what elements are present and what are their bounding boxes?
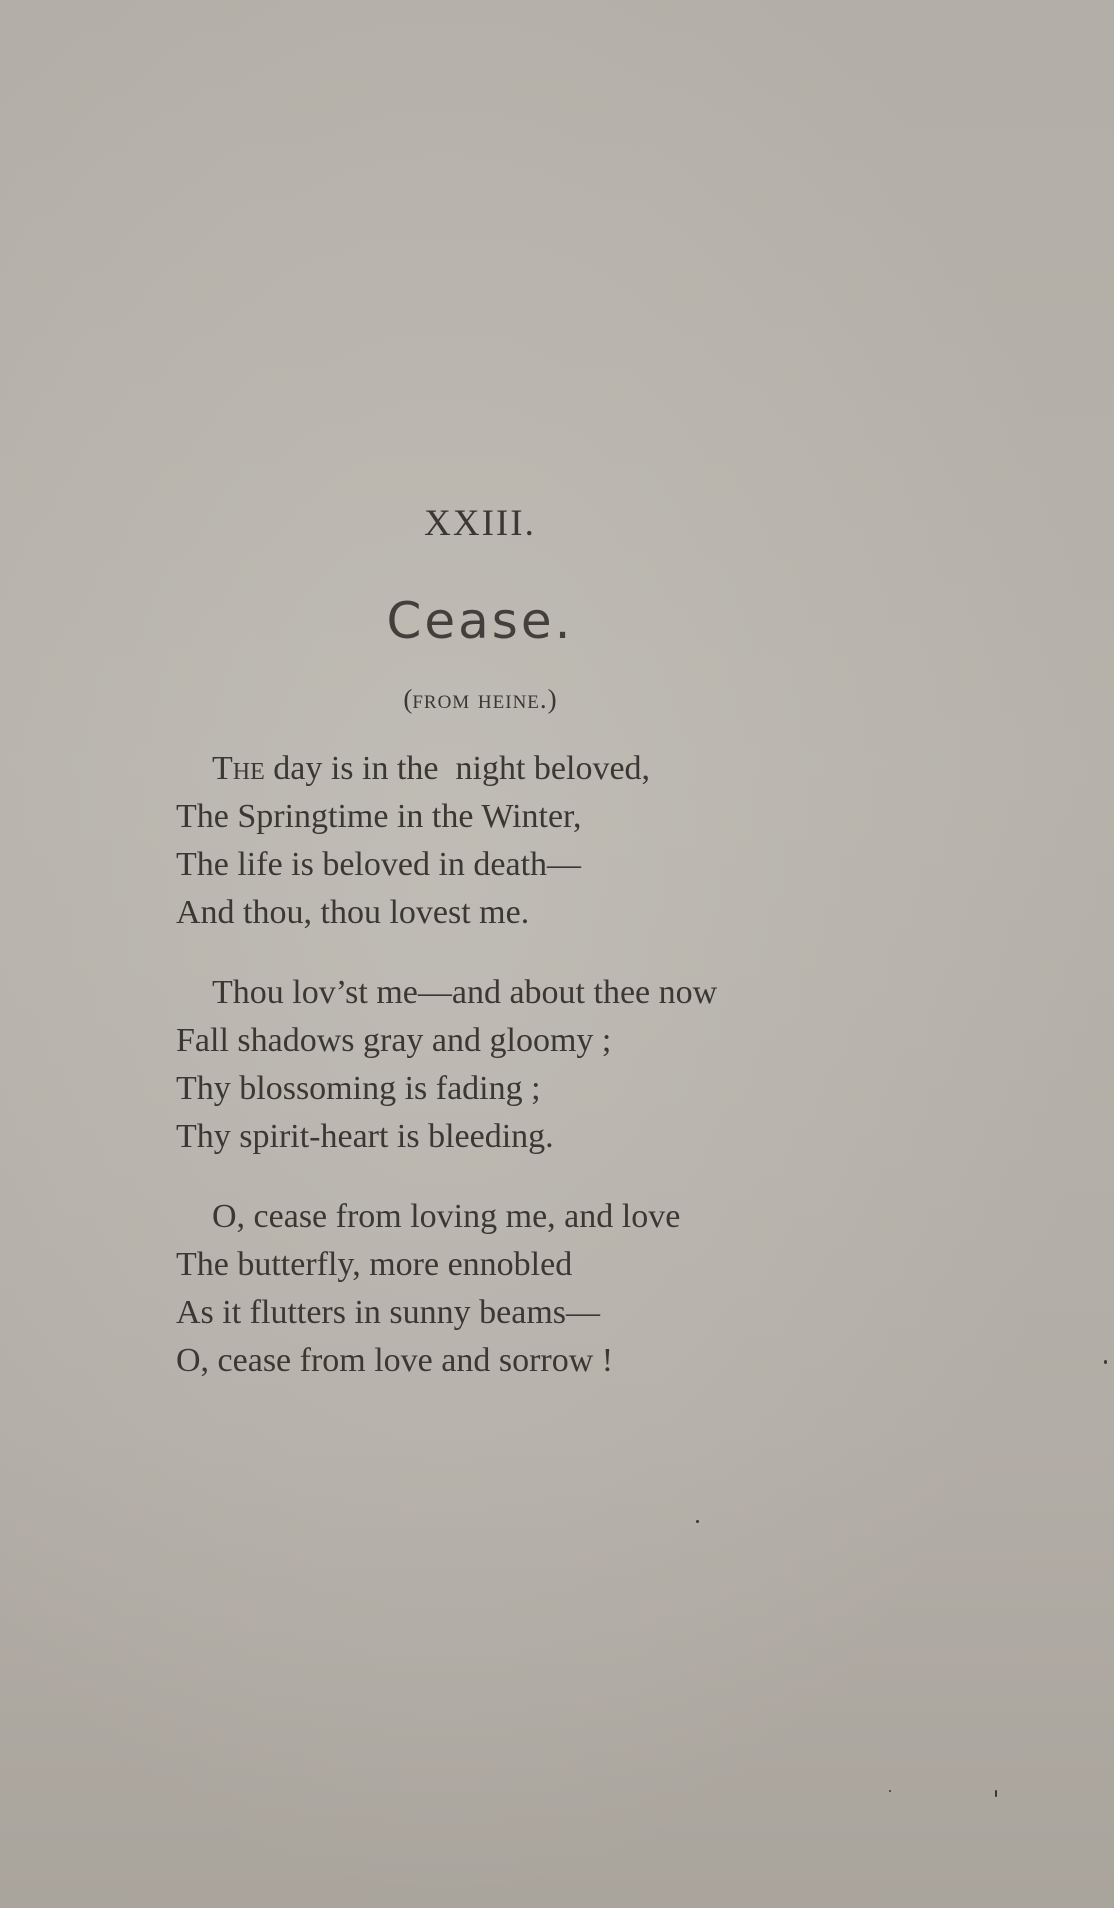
poem-line: Thy spirit-heart is bleeding. <box>176 1118 554 1155</box>
attribution-text: from heine. <box>412 684 548 714</box>
paper-speck <box>995 1790 997 1797</box>
stanza-2 <box>176 969 976 1161</box>
poem-line: The Springtime in the Winter, <box>176 798 582 835</box>
poem-line-rest: day is in the night beloved, <box>264 750 651 787</box>
poem-line: And thou, thou lovest me. <box>176 894 530 931</box>
poem-first-word: The <box>212 750 265 787</box>
poem-line: O, cease from loving me, and love <box>212 1198 681 1235</box>
poem-attribution <box>0 684 960 715</box>
paper-speck <box>696 1520 699 1523</box>
poem-title: Cease. <box>386 592 574 650</box>
poem-line: The butterfly, more ennobled <box>176 1246 573 1283</box>
stanza-3 <box>176 1193 976 1385</box>
attribution-open-paren: ( <box>403 684 413 714</box>
poem-line: Fall shadows gray and gloomy ; <box>176 1022 612 1059</box>
paper-speck <box>1104 1360 1107 1364</box>
poem-line: Thy blossoming is fading ; <box>176 1070 541 1107</box>
poem-line <box>176 745 976 793</box>
poem-line: Thou lov’st me—and about thee now <box>212 974 718 1011</box>
paper-speck <box>889 1790 891 1792</box>
poem-line: The life is beloved in death— <box>176 846 582 883</box>
poem-line: As it flutters in sunny beams— <box>176 1294 601 1331</box>
poem-number: XXIII. <box>424 503 536 544</box>
poem-line: O, cease from love and sorrow ! <box>176 1342 614 1379</box>
stanza-1 <box>176 745 976 937</box>
attribution-close-paren: ) <box>547 684 557 714</box>
poem-body <box>176 745 976 1417</box>
